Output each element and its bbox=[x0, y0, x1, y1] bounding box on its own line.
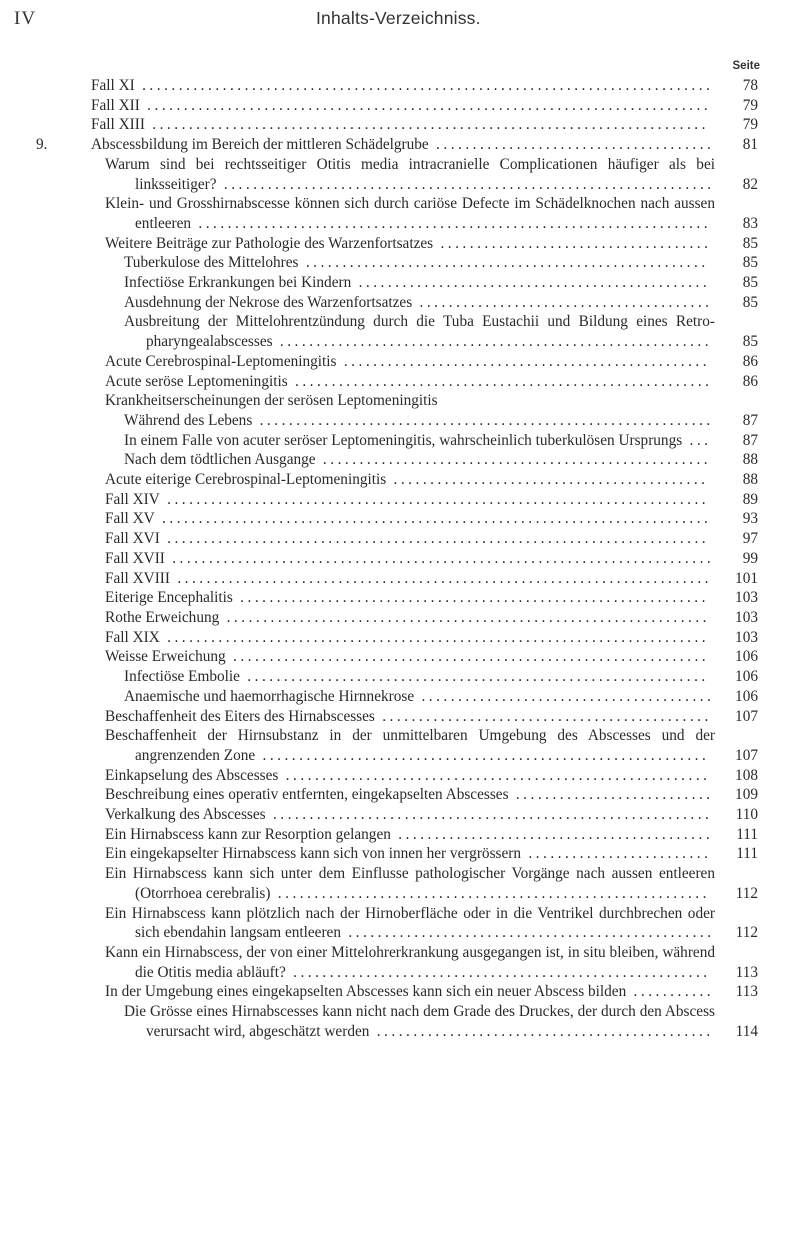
page-number-ref: 78 bbox=[742, 77, 758, 94]
entry-title-text: Nach dem tödtlichen Ausgange bbox=[124, 451, 316, 469]
entry-title-text: Ausdehnung der Nekrose des Warzenfortsatzes bbox=[124, 293, 413, 311]
entry-title bbox=[0, 96, 715, 116]
toc-entry bbox=[0, 844, 800, 864]
page-number: IV bbox=[14, 8, 37, 29]
toc-entry bbox=[0, 194, 800, 233]
entry-title-text: Beschreibung eines operativ entfernten, eingekapselten Abscesses bbox=[105, 786, 509, 804]
dot-leader: .................................................................. bbox=[219, 608, 711, 626]
entry-title bbox=[0, 628, 715, 648]
dot-leader: ............................................. bbox=[374, 707, 712, 725]
entry-title-text: Beschaffenheit des Eiters des Hirnabscesses bbox=[105, 707, 375, 725]
page-number-ref: 85 bbox=[742, 293, 758, 311]
page-number-ref: 86 bbox=[742, 372, 758, 390]
toc-entry bbox=[0, 273, 800, 293]
dot-leader: ........................................... bbox=[390, 825, 714, 843]
dot-leader: ............................................................ bbox=[265, 806, 713, 824]
page-number-ref: 108 bbox=[735, 766, 758, 784]
table-of-contents bbox=[0, 76, 800, 1041]
page-number-ref: 112 bbox=[735, 884, 758, 902]
toc-entry bbox=[0, 1002, 800, 1041]
entry-title bbox=[0, 135, 715, 155]
dot-leader: .......................................................................... bbox=[159, 490, 710, 508]
entry-title bbox=[0, 982, 715, 1002]
toc-entry bbox=[0, 312, 800, 351]
entry-title bbox=[0, 431, 715, 451]
entry-title bbox=[0, 805, 715, 825]
entry-title-text: Ein Hirnabscess kann sich unter dem Einflusse pathologischer Vorgänge nach aussen entleeren (Otorrhoea cerebralis) bbox=[105, 865, 715, 902]
toc-entry bbox=[0, 785, 800, 805]
page-number-ref: 106 bbox=[735, 687, 758, 705]
entry-title bbox=[0, 687, 715, 707]
dot-leader: ..................................................... bbox=[315, 451, 712, 469]
entry-title-text: Die Grösse eines Hirnabscesses kann nicht nach dem Grade des Druckes, der durch den Abscess verursacht wird, abgeschätzt werden bbox=[124, 1003, 715, 1040]
toc-entry bbox=[0, 825, 800, 845]
dot-leader: ........................................ bbox=[414, 687, 715, 705]
entry-title bbox=[0, 825, 715, 845]
toc-entry bbox=[0, 431, 800, 451]
toc-entry bbox=[0, 490, 800, 510]
entry-title bbox=[0, 943, 715, 982]
dot-leader: ........... bbox=[626, 983, 715, 1001]
entry-title-text: Fall XIII bbox=[91, 116, 145, 134]
entry-title bbox=[0, 293, 715, 313]
entry-title bbox=[0, 509, 715, 529]
dot-leader: ..................................... bbox=[433, 234, 712, 252]
dot-leader: ........................... bbox=[508, 786, 714, 804]
entry-title-text: Ein eingekapselter Hirnabscess kann sich von innen her vergrössern bbox=[105, 845, 522, 863]
toc-entry bbox=[0, 76, 800, 96]
dot-leader: .......................................................................... bbox=[159, 628, 710, 646]
page-number-ref: 85 bbox=[742, 234, 758, 252]
toc-entry bbox=[0, 904, 800, 943]
page-number-ref: 85 bbox=[742, 274, 758, 292]
entry-title-text: In einem Falle von acuter seröser Leptomeningitis, wahrscheinlich tuberkulösen Ursprungs bbox=[124, 431, 683, 449]
page-number-ref: 101 bbox=[735, 569, 758, 587]
entry-title bbox=[0, 234, 715, 254]
section-number: 9. bbox=[36, 136, 48, 154]
toc-entry bbox=[0, 687, 800, 707]
dot-leader: .................................................. bbox=[341, 924, 715, 942]
dot-leader: ........................................................... bbox=[270, 884, 710, 902]
entry-title-text: Anaemische und haemorrhagische Hirnnekrose bbox=[124, 687, 415, 705]
dot-leader: ......................................................... bbox=[287, 372, 713, 390]
entry-title bbox=[0, 904, 715, 943]
page-number-ref: 99 bbox=[742, 549, 758, 567]
entry-title bbox=[0, 647, 715, 667]
entry-title bbox=[0, 273, 715, 293]
page-number-ref: 82 bbox=[742, 175, 758, 193]
dot-leader: ................................................ bbox=[351, 274, 711, 292]
entry-title bbox=[0, 115, 715, 135]
page-number-ref: 114 bbox=[735, 1022, 758, 1040]
page-number-ref: 87 bbox=[742, 411, 758, 429]
dot-leader: ........................................................................... bbox=[154, 510, 712, 528]
dot-leader: .............................................. bbox=[369, 1022, 714, 1040]
entry-title bbox=[0, 312, 715, 351]
dot-leader: ............................................................................ bbox=[144, 116, 709, 134]
dot-leader: .............................................................................. bbox=[134, 77, 714, 94]
dot-leader: .................................................. bbox=[336, 352, 711, 370]
entry-title-text: Fall XIX bbox=[105, 628, 160, 646]
entry-title-text: Verkalkung des Abscesses bbox=[105, 806, 266, 824]
page-number-ref: 103 bbox=[735, 589, 758, 607]
page-number-ref: 106 bbox=[735, 668, 758, 686]
page-number-ref: 87 bbox=[742, 431, 758, 449]
entry-title bbox=[0, 411, 715, 431]
entry-title bbox=[0, 785, 715, 805]
dot-leader: .......................................................................... bbox=[164, 549, 715, 567]
dot-leader: ............................................................................. bbox=[139, 96, 712, 114]
page-number-ref: 88 bbox=[742, 451, 758, 469]
dot-leader: ........................................... bbox=[386, 471, 709, 489]
toc-entry bbox=[0, 667, 800, 687]
entry-title-text: Rothe Erweichung bbox=[105, 608, 220, 626]
toc-entry bbox=[0, 628, 800, 648]
dot-leader: ........................................................... bbox=[272, 333, 713, 351]
toc-entry bbox=[0, 234, 800, 254]
entry-title-text: Weitere Beiträge zur Pathologie des Warzenfortsatzes bbox=[105, 234, 434, 252]
dot-leader: ............................................................. bbox=[255, 746, 710, 764]
dot-leader: ................................................................... bbox=[216, 175, 715, 193]
entry-title-text: Fall XVII bbox=[105, 549, 165, 567]
page-number-ref: 107 bbox=[735, 746, 758, 764]
toc-entry bbox=[0, 470, 800, 490]
entry-title-text: Klein- und Grosshirnabscesse können sich durch cariöse Defecte im Schädelknochen nach aussen entleeren bbox=[105, 195, 715, 232]
page-number-ref: 107 bbox=[735, 707, 758, 725]
entry-title-text: Acute seröse Leptomeningitis bbox=[105, 372, 288, 390]
entry-title-text: Einkapselung des Abscesses bbox=[105, 766, 279, 784]
page-number-ref: 83 bbox=[742, 214, 758, 232]
entry-title-text: Abscessbildung im Bereich der mittleren Schädelgrube bbox=[91, 136, 429, 154]
toc-entry bbox=[0, 707, 800, 727]
toc-entry bbox=[0, 293, 800, 313]
entry-title bbox=[0, 707, 715, 727]
entry-title-text: Während des Lebens bbox=[124, 411, 253, 429]
toc-entry bbox=[0, 569, 800, 589]
toc-entry bbox=[0, 805, 800, 825]
entry-title bbox=[0, 569, 715, 589]
entry-title-text: Fall XV bbox=[105, 510, 155, 528]
entry-title bbox=[0, 529, 715, 549]
dot-leader: .......................................................... bbox=[278, 766, 711, 784]
entry-title bbox=[0, 588, 715, 608]
dot-leader: ...................................................................... bbox=[191, 214, 712, 232]
page-number-ref: 86 bbox=[742, 352, 758, 370]
running-title: Inhalts-Verzeichniss. bbox=[316, 8, 481, 28]
dot-leader: .......................................................................... bbox=[159, 530, 710, 548]
toc-entry bbox=[0, 608, 800, 628]
page-number-ref: 106 bbox=[735, 648, 758, 666]
entry-title bbox=[0, 667, 715, 687]
page-number-ref: 88 bbox=[742, 471, 758, 489]
page-number-ref: 85 bbox=[742, 333, 758, 351]
entry-title-text: Acute eiterige Cerebrospinal-Leptomeningitis bbox=[105, 471, 387, 489]
entry-title bbox=[0, 352, 715, 372]
toc-entry bbox=[0, 411, 800, 431]
entry-title-text: Tuberkulose des Mittelohres bbox=[124, 254, 299, 272]
page-number-ref: 112 bbox=[735, 924, 758, 942]
toc-entry bbox=[0, 391, 800, 411]
page-number-ref: 93 bbox=[742, 510, 758, 528]
page-number-ref: 103 bbox=[735, 608, 758, 626]
entry-title-text: Ausbreitung der Mittelohrentzündung durch die Tuba Eustachii und Bildung eines Retro-pharyngealabscesses bbox=[124, 313, 715, 351]
entry-title-text: Beschaffenheit der Hirnsubstanz in der unmittelbaren Umgebung des Abscesses und der angrenzenden Zone bbox=[105, 727, 715, 764]
toc-entry bbox=[0, 588, 800, 608]
entry-title-text: In der Umgebung eines eingekapselten Abscesses kann sich ein neuer Abscess bilden bbox=[105, 983, 627, 1001]
page-number-ref: 113 bbox=[735, 983, 758, 1001]
entry-title-text: Krankheitserscheinungen der serösen Leptomeningitis bbox=[105, 392, 438, 410]
toc-entry bbox=[0, 372, 800, 392]
toc-entry bbox=[0, 96, 800, 116]
toc-entry bbox=[0, 352, 800, 372]
toc-entry bbox=[0, 135, 800, 155]
dot-leader: ............................................................... bbox=[239, 668, 709, 686]
entry-title-text: Ein Hirnabscess kann plötzlich nach der Hirnoberfläche oder in die Ventrikel durchbrechen oder sich ebendahin langsam entleeren bbox=[105, 904, 715, 942]
dot-leader: ... bbox=[682, 431, 712, 449]
toc-entry bbox=[0, 509, 800, 529]
page-number-ref: 81 bbox=[742, 136, 758, 154]
dot-leader: ................................................................ bbox=[232, 589, 709, 607]
entry-title bbox=[0, 490, 715, 510]
entry-title bbox=[0, 844, 715, 864]
entry-title-text: Fall XI bbox=[91, 77, 135, 94]
entry-title-text: Fall XII bbox=[91, 96, 140, 114]
dot-leader: ......................................................................... bbox=[170, 569, 712, 587]
toc-entry bbox=[0, 766, 800, 786]
toc-entry bbox=[0, 726, 800, 765]
entry-title-text: Eiterige Encephalitis bbox=[105, 589, 233, 607]
entry-title bbox=[0, 450, 715, 470]
dot-leader: ...................................... bbox=[428, 136, 715, 154]
dot-leader: ......................... bbox=[521, 845, 712, 863]
entry-title bbox=[0, 470, 715, 490]
entry-title bbox=[0, 253, 715, 273]
dot-leader: ........................................ bbox=[412, 293, 713, 311]
entry-title-text: Fall XVI bbox=[105, 530, 160, 548]
entry-title-text: Warum sind bei rechtsseitiger Otitis media intracranielle Complicationen häufiger als bei linksseitiger? bbox=[105, 155, 715, 193]
entry-title-text: Acute Cerebrospinal-Leptomeningitis bbox=[105, 352, 337, 370]
page-number-ref: 79 bbox=[742, 96, 758, 114]
page-header bbox=[0, 4, 800, 38]
page-number-ref: 111 bbox=[736, 825, 758, 843]
toc-entry bbox=[0, 529, 800, 549]
toc-entry bbox=[0, 647, 800, 667]
page-number-ref: 79 bbox=[742, 116, 758, 134]
entry-title bbox=[0, 766, 715, 786]
toc-entry bbox=[0, 115, 800, 135]
entry-title-text: Fall XIV bbox=[105, 490, 160, 508]
dot-leader: .............................................................. bbox=[252, 411, 714, 429]
entry-title-text: Kann ein Hirnabscess, der von einer Mittelohrerkrankung ausgegangen ist, in situ bleiben, während die Otitis media abläuft? bbox=[105, 943, 715, 981]
toc-entry bbox=[0, 943, 800, 982]
entry-title-text: Infectiöse Erkrankungen bei Kindern bbox=[124, 274, 352, 292]
page-number-ref: 113 bbox=[735, 963, 758, 981]
entry-title bbox=[0, 194, 715, 233]
entry-title bbox=[0, 155, 715, 194]
entry-title bbox=[0, 372, 715, 392]
page-number-ref: 97 bbox=[742, 530, 758, 548]
page-number-ref: 89 bbox=[742, 490, 758, 508]
toc-entry bbox=[0, 864, 800, 903]
entry-title bbox=[0, 1002, 715, 1041]
dot-leader: ................................................................. bbox=[225, 648, 710, 666]
dot-leader: ....................................................... bbox=[298, 254, 709, 272]
entry-title bbox=[0, 76, 715, 96]
page-number-ref: 85 bbox=[742, 254, 758, 272]
toc-entry bbox=[0, 549, 800, 569]
entry-title-text: Ein Hirnabscess kann zur Resorption gelangen bbox=[105, 825, 391, 843]
dot-leader: ......................................................... bbox=[285, 963, 711, 981]
entry-title bbox=[0, 549, 715, 569]
entry-title-text: Fall XVIII bbox=[105, 569, 170, 587]
page-number-ref: 109 bbox=[735, 786, 758, 804]
entry-title-text: Infectiöse Embolie bbox=[124, 668, 240, 686]
toc-entry bbox=[0, 450, 800, 470]
entry-title bbox=[0, 726, 715, 765]
entry-title-text: Weisse Erweichung bbox=[105, 648, 226, 666]
entry-title bbox=[0, 608, 715, 628]
entry-title bbox=[0, 391, 715, 411]
toc-entry bbox=[0, 982, 800, 1002]
page-number-ref: 110 bbox=[735, 806, 758, 824]
entry-title bbox=[0, 864, 715, 903]
toc-entry bbox=[0, 253, 800, 273]
page-number-ref: 111 bbox=[736, 845, 758, 863]
toc-entry bbox=[0, 155, 800, 194]
page-number-ref: 103 bbox=[735, 628, 758, 646]
page-column-header: Seite bbox=[732, 60, 760, 72]
